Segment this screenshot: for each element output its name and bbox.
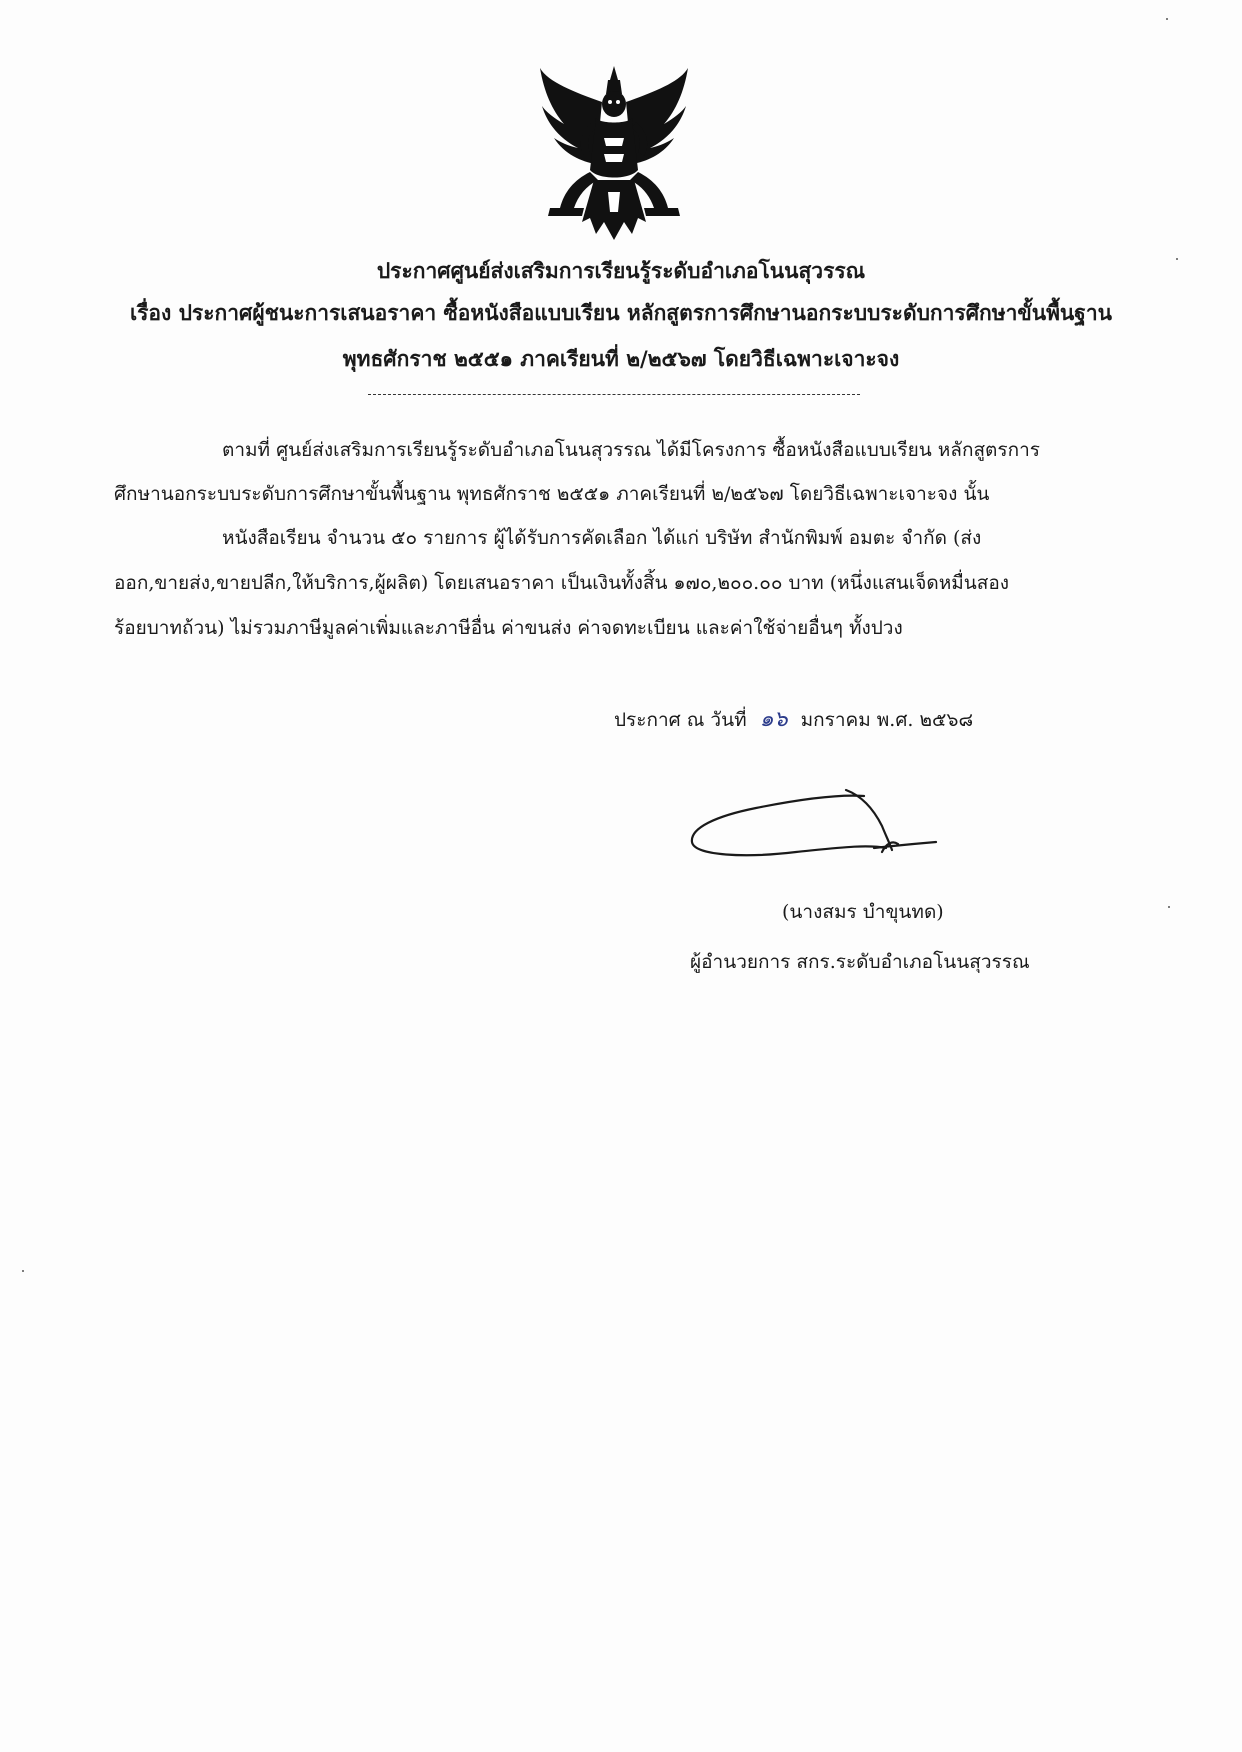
announcement-subject-continued: พุทธศักราช ๒๕๕๑ ภาคเรียนที่ ๒/๒๕๖๗ โดยวิธีเฉพาะเจาะจง (342, 346, 900, 371)
handwritten-signature (686, 786, 946, 866)
announcement-date (614, 706, 973, 734)
garuda-emblem-icon (534, 62, 694, 242)
scan-speck (1166, 18, 1168, 20)
signer-title: ผู้อำนวยการ สกร.ระดับอำเภอโนนสุวรรณ (690, 951, 1030, 973)
scan-speck (1168, 906, 1170, 908)
date-month-year: มกราคม พ.ศ. ๒๕๖๘ (800, 709, 974, 731)
scan-speck (1176, 258, 1178, 260)
scan-speck (22, 1270, 24, 1272)
date-day-handwritten: ๑๖ (759, 707, 788, 732)
body-paragraph-1-line-2: ศึกษานอกระบบระดับการศึกษาขั้นพื้นฐาน พุทธศักราช ๒๕๕๑ ภาคเรียนที่ ๒/๒๕๖๗ โดยวิธีเฉพาะเจาะจง นั้น (114, 483, 990, 505)
header-divider (368, 394, 860, 395)
body-paragraph-2-line-3: ร้อยบาทถ้วน) ไม่รวมภาษีมูลค่าเพิ่มและภาษีอื่น ค่าขนส่ง ค่าจดทะเบียน และค่าใช้จ่ายอื่นๆ ทั้งปวง (114, 617, 903, 639)
body-paragraph-1-line-1: ตามที่ ศูนย์ส่งเสริมการเรียนรู้ระดับอำเภอโนนสุวรรณ ได้มีโครงการ ซื้อหนังสือแบบเรียน หลักสูตรการ (222, 439, 1040, 461)
signer-name: (นางสมร บำขุนทด) (782, 901, 944, 923)
date-prefix: ประกาศ ณ วันที่ (614, 709, 747, 731)
announcement-title: ประกาศศูนย์ส่งเสริมการเรียนรู้ระดับอำเภอโนนสุวรรณ (376, 258, 866, 283)
announcement-subject: เรื่อง ประกาศผู้ชนะการเสนอราคา ซื้อหนังสือแบบเรียน หลักสูตรการศึกษานอกระบบระดับการศึกษาขั้นพื้นฐาน (129, 300, 1113, 325)
body-paragraph-2-line-2: ออก,ขายส่ง,ขายปลีก,ให้บริการ,ผู้ผลิต) โดยเสนอราคา เป็นเงินทั้งสิ้น ๑๗๐,๒๐๐.๐๐ บาท (หนึ่งแสนเจ็ดหมื่นสอง (114, 572, 1010, 594)
body-paragraph-2-line-1: หนังสือเรียน จำนวน ๕๐ รายการ ผู้ได้รับการคัดเลือก ได้แก่ บริษัท สำนักพิมพ์ อมตะ จำกัด (ส่ง (222, 527, 982, 549)
